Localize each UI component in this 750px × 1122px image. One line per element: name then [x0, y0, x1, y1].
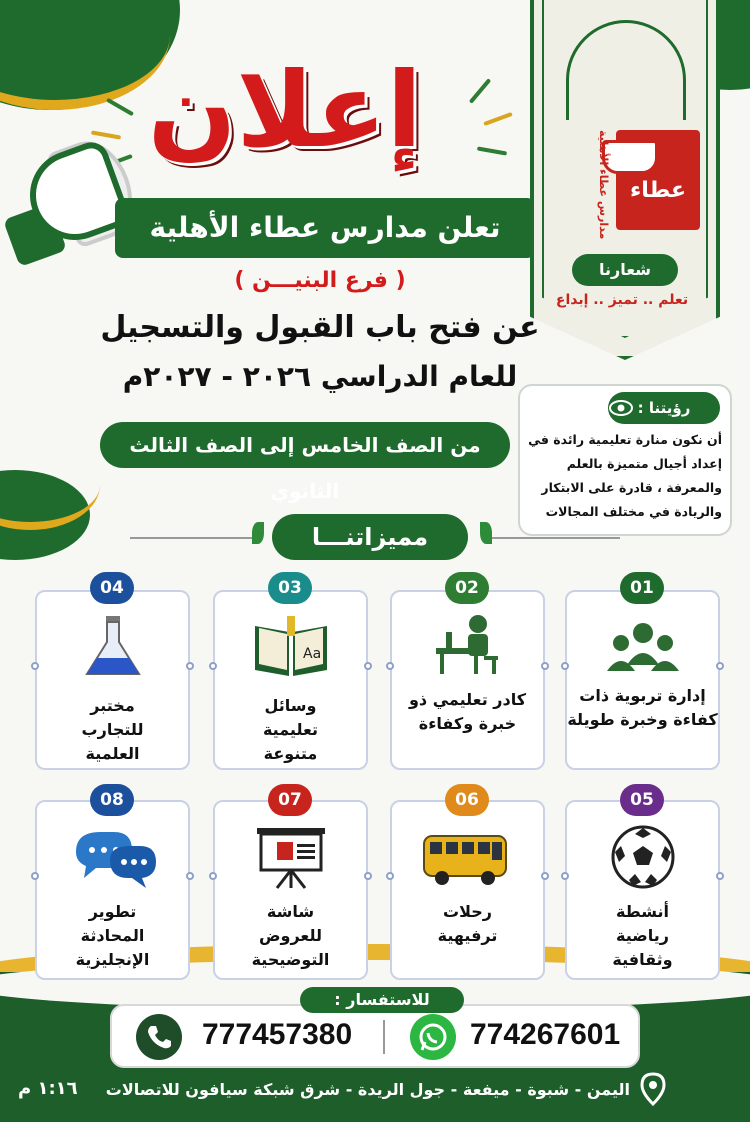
- feature-label: أنشطة رياضية وثقافية: [612, 902, 673, 969]
- connector-dot: [541, 662, 549, 670]
- address-text: اليمن - شبوة - ميفعة - جول الريدة - شرق شبكة سيافون للاتصالات: [105, 1080, 630, 1099]
- logo-vertical-text: مدارس عطاء الأهلية: [597, 130, 610, 240]
- inquiries-label: للاستفسار :: [300, 987, 464, 1013]
- grades-pill: من الصف الخامس إلى الصف الثالث الثانوي: [100, 422, 510, 468]
- school-banner: تعلن مدارس عطاء الأهلية: [115, 198, 535, 258]
- leaf-icon: [252, 522, 264, 544]
- feature-number: 04: [90, 572, 134, 604]
- feature-label: رحلات ترفيهية: [437, 902, 498, 945]
- connector-dot: [364, 662, 372, 670]
- features-title: مميزاتنـــا: [272, 514, 468, 560]
- feature-number: 03: [268, 572, 312, 604]
- feature-number: 06: [445, 784, 489, 816]
- feature-number: 07: [268, 784, 312, 816]
- connector-dot: [716, 662, 724, 670]
- connector-dot: [186, 872, 194, 880]
- connector-dot: [386, 872, 394, 880]
- ray-decoration: [469, 78, 491, 104]
- connector-dot: [186, 662, 194, 670]
- connector-dot: [561, 872, 569, 880]
- ray-decoration: [483, 112, 513, 126]
- motto-text: تعلم .. تميز .. إبداع: [555, 292, 689, 308]
- connector-dot: [386, 662, 394, 670]
- logo-script: عطاء: [630, 178, 686, 203]
- phone-number[interactable]: 777457380: [202, 1018, 353, 1051]
- phone-glyph-icon: [136, 1014, 182, 1060]
- vision-title-text: رؤيتنا :: [637, 399, 691, 417]
- motto-label: شعارنا: [572, 254, 678, 286]
- announcement-line-2: للعام الدراسي ٢٠٢٦ - ٢٠٢٧م: [122, 360, 518, 393]
- whatsapp-glyph-icon: [410, 1014, 456, 1060]
- leaf-icon: [480, 522, 492, 544]
- ray-decoration: [91, 130, 121, 139]
- feature-label: إدارة تربوية ذات كفاءة وخبرة طويلة: [567, 686, 718, 729]
- feature-number: 01: [620, 572, 664, 604]
- feature-number: 05: [620, 784, 664, 816]
- headline: إعلان: [147, 49, 423, 171]
- feature-label: تطوير المحادثة الإنجليزية: [75, 902, 150, 969]
- feature-label: كادر تعليمي ذو خبرة وكفاءة: [408, 690, 527, 733]
- announcement-line-1: عن فتح باب القبول والتسجيل: [100, 310, 540, 345]
- feature-label: مختبر للتجارب العلمية: [81, 696, 144, 763]
- vision-text: أن نكون منارة تعليمية رائدة في إعداد أجيال متميزة بالعلم والمعرفة ، قادرة على الابتكار والريادة في مختلف المجالات: [528, 432, 722, 519]
- feature-label: شاشة للعروض التوضيحية: [251, 902, 330, 969]
- feature-number: 08: [90, 784, 134, 816]
- contact-divider: [383, 1020, 385, 1054]
- people-icon: [603, 615, 683, 685]
- book-icon: [251, 612, 331, 682]
- whatsapp-number[interactable]: 774267601: [470, 1018, 621, 1051]
- book-logo-icon: [602, 140, 658, 174]
- connector-dot: [716, 872, 724, 880]
- whatsapp-icon[interactable]: [410, 1014, 456, 1060]
- feature-label: وسائل تعليمية متنوعة: [262, 696, 319, 763]
- divider-line: [490, 537, 620, 539]
- status-time: ١:١٦ م: [18, 1078, 78, 1099]
- football-icon: [603, 822, 683, 892]
- location-pin-icon: [638, 1072, 668, 1106]
- connector-dot: [31, 872, 39, 880]
- branch-label: ( فرع البنيـــن ): [234, 268, 406, 293]
- connector-dot: [364, 872, 372, 880]
- feature-number: 02: [445, 572, 489, 604]
- ray-decoration: [477, 146, 507, 155]
- flask-icon: [73, 612, 153, 682]
- connector-dot: [209, 662, 217, 670]
- teacher-desk-icon: [428, 610, 508, 680]
- connector-dot: [541, 872, 549, 880]
- svg-text:Aa: Aa: [303, 646, 322, 662]
- bus-icon: [420, 822, 510, 892]
- phone-icon[interactable]: [136, 1014, 182, 1060]
- connector-dot: [561, 662, 569, 670]
- eye-icon: [608, 398, 634, 418]
- connector-dot: [209, 872, 217, 880]
- divider-line: [130, 537, 260, 539]
- chat-bubbles-icon: [70, 822, 160, 892]
- projector-screen-icon: [251, 822, 331, 892]
- connector-dot: [31, 662, 39, 670]
